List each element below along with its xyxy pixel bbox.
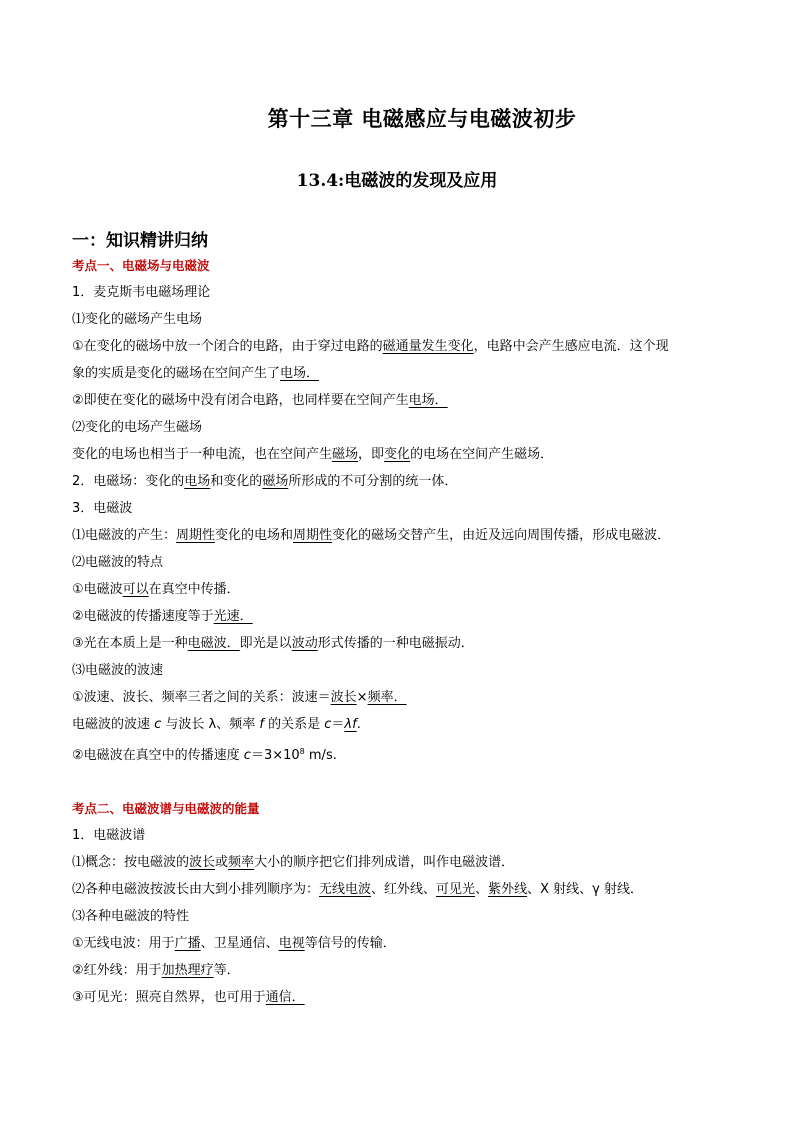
heading-knowledge-summary: 一：知识精讲归纳 [72,231,208,251]
text-line: ⑵各种电磁波按波长由大到小排列顺序为：无线电波、红外线、可见光、紫外线、X 射线、γ 射线． [72,882,643,897]
section-title: 13.4:电磁波的发现及应用 [296,171,498,191]
text-line: ①电磁波可以在真空中传播． [72,582,240,597]
text-line: ⑴概念：按电磁波的波长或频率大小的顺序把它们排列成谱，叫作电磁波谱． [72,855,515,870]
text-line: ⑶电磁波的波速 [72,663,164,678]
text-line: ①在变化的磁场中放一个闭合的电路，由于穿过电路的磁通量发生变化，电路中会产生感应电流．这个现 [72,339,669,354]
text-line: ③光在本质上是一种电磁波．即光是以波动形式传播的一种电磁振动． [72,636,474,651]
text-line: ②电磁波的传播速度等于光速． [72,609,253,624]
text-line: ②红外线：用于加热理疗等． [72,963,240,978]
text-line: 2．电磁场：变化的电场和变化的磁场所形成的不可分割的统一体． [72,474,458,489]
text-line: 3．电磁波 [72,501,133,516]
text-line: 1．麦克斯韦电磁场理论 [72,285,211,300]
text-line: 变化的电场也相当于一种电流，也在空间产生磁场，即变化的电场在空间产生磁场． [72,447,554,462]
chapter-title: 第十三章 电磁感应与电磁波初步 [267,106,577,131]
text-line: 象的实质是变化的磁场在空间产生了电场． [72,366,320,381]
key-point-1-heading: 考点一、电磁场与电磁波 [72,258,210,273]
text-line: ②电磁波在真空中的传播速度 $c=3\times 10^8$ m/s. [72,747,337,763]
text-line: ①无线电波：用于广播、卫星通信、电视等信号的传输． [72,936,396,951]
text-line: 1．电磁波谱 [72,828,146,843]
text-line: ①波速、波长、频率三者之间的关系：波速＝波长×频率． [72,690,407,705]
text-line: ⑵变化的电场产生磁场 [72,420,203,435]
text-line: ⑶各种电磁波的特性 [72,909,190,924]
text-line: ⑴变化的磁场产生电场 [72,312,203,327]
text-line: 电磁波的波速 c 与波长 λ、频率 f 的关系是 c＝λf. [72,717,361,732]
key-point-2-heading: 考点二、电磁波谱与电磁波的能量 [72,801,260,816]
text-line: ②即使在变化的磁场中没有闭合电路，也同样要在空间产生电场． [72,393,448,408]
text-line: ⑵电磁波的特点 [72,555,164,570]
text-line: ③可见光：照亮自然界，也可用于通信． [72,990,305,1005]
text-line: ⑴电磁波的产生：周期性变化的电场和周期性变化的磁场交替产生，由近及远向周围传播，形成电磁波． [72,528,671,543]
